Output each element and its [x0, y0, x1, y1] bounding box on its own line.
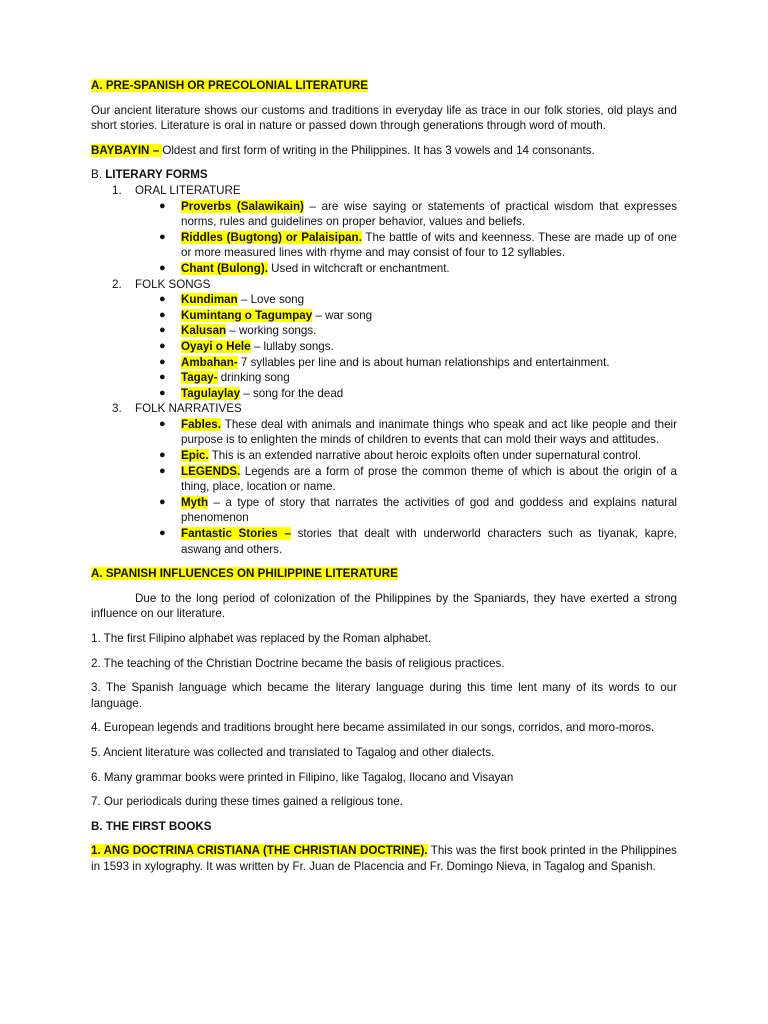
bullet-icon: ●: [159, 417, 166, 430]
list-item: ● Chant (Bulong). Used in witchcraft or enchantment.: [159, 261, 450, 275]
bullet-icon: ●: [159, 464, 166, 477]
literary-forms-list-2: [91, 277, 677, 293]
section-heading-first-books: B. THE FIRST BOOKS: [91, 819, 212, 833]
list-item: 2. FOLK SONGS: [112, 277, 211, 291]
section-heading-spanish: A. SPANISH INFLUENCES ON PHILIPPINE LITERATURE: [91, 567, 398, 581]
list-item: ● Tagulaylay – song for the dead: [159, 386, 344, 400]
list-item: ● Fantastic Stories – stories that dealt with underworld characters such as tiyanak, kapre, aswang and others.: [159, 527, 677, 556]
spanish-point: 4. European legends and traditions brought here became assimilated in our songs, corridos, and moro-moros.: [91, 721, 655, 735]
bullet-icon: ●: [159, 324, 166, 337]
list-item: ● Ambahan- 7 syllables per line and is about human relationships and entertainment.: [159, 355, 610, 369]
section-heading-precolonial: A. PRE-SPANISH OR PRECOLONIAL LITERATURE: [91, 79, 368, 92]
literary-forms-list: [91, 183, 677, 199]
list-item: ● Kalusan – working songs.: [159, 324, 317, 338]
folk-narratives-list: [91, 417, 677, 557]
bullet-icon: ●: [159, 386, 166, 399]
bullet-icon: ●: [159, 371, 166, 384]
list-item: ● Oyayi o Hele – lullaby songs.: [159, 339, 334, 353]
list-item: ● Proverbs (Salawikain) – are wise saying or statements of practical wisdom that expresses norms, rules and guidelines on proper behavior, values and beliefs.: [159, 199, 677, 229]
spanish-point: 6. Many grammar books were printed in Filipino, like Tagalog, Ilocano and Visayan: [91, 770, 514, 784]
list-item: ● Riddles (Bugtong) or Palaisipan. The battle of wits and keenness. These are made up of one or more measured lines with rhyme and may consist of four to 12 syllables.: [159, 230, 677, 260]
bullet-icon: ●: [159, 261, 166, 274]
bullet-icon: ●: [159, 495, 166, 508]
list-item: ● Myth – a type of story that narrates the activities of god and goddess and explains natural phenomenon: [159, 495, 677, 525]
first-book-paragraph: 1. ANG DOCTRINA CRISTIANA (THE CHRISTIAN DOCTRINE). This was the first book printed in the Philippines in 1593 in xylography. It was written by Fr. Juan de Placencia and Fr. Domingo Nieva, in Tagalog and Spanish.: [91, 844, 677, 873]
list-item: ● LEGENDS. Legends are a form of prose the common theme of which is about the origin of a thing, place, location or name.: [159, 464, 677, 494]
bullet-icon: ●: [159, 449, 166, 462]
group-title: ORAL LITERATURE: [135, 183, 241, 197]
literary-forms-list-3: [91, 401, 677, 417]
bullet-icon: ●: [159, 230, 166, 243]
group-title: FOLK NARRATIVES: [135, 402, 242, 416]
folk-songs-list: [91, 292, 677, 401]
precolonial-intro: Our ancient literature shows our customs and traditions in everyday life as trace in our folk stories, old plays and short stories. Literature is oral in nature or passed down through generations through word of mouth.: [91, 103, 677, 133]
bullet-icon: ●: [159, 527, 166, 540]
list-item: ● Epic. This is an extended narrative about heroic exploits often under supernatural control.: [159, 449, 641, 463]
bullet-icon: ●: [159, 293, 166, 306]
list-item: ● Tagay- drinking song: [159, 371, 290, 385]
group-title: FOLK SONGS: [135, 277, 211, 291]
list-item: 3. FOLK NARRATIVES: [112, 402, 242, 416]
spanish-point: 5. Ancient literature was collected and translated to Tagalog and other dialects.: [91, 745, 495, 759]
baybayin-paragraph: BAYBAYIN – Oldest and first form of writing in the Philippines. It has 3 vowels and 14 consonants.: [91, 143, 595, 157]
bullet-icon: ●: [159, 308, 166, 321]
list-item: ● Kundiman – Love song: [159, 293, 305, 307]
document-body: [91, 78, 677, 875]
oral-literature-list: [91, 199, 677, 277]
bullet-icon: ●: [159, 199, 166, 212]
literary-forms-heading: B. LITERARY FORMS: [91, 168, 208, 182]
bullet-icon: ●: [159, 355, 166, 368]
list-item: 1. ORAL LITERATURE: [112, 183, 241, 197]
spanish-point: 2. The teaching of the Christian Doctrine became the basis of religious practices.: [91, 656, 505, 670]
spanish-point: 1. The first Filipino alphabet was replaced by the Roman alphabet.: [91, 632, 432, 645]
list-item: ● Fables. These deal with animals and inanimate things who speak and act like people and their purpose is to enlighten the minds of children to events that can mold their ways and attitudes.: [159, 417, 677, 447]
spanish-intro: Due to the long period of colonization of the Philippines by the Spaniards, they have exerted a strong influence on our literature.: [91, 591, 677, 621]
spanish-point: 3. The Spanish language which became the literary language during this time lent many of its words to our language.: [91, 681, 677, 710]
bullet-icon: ●: [159, 339, 166, 352]
list-item: ● Kumintang o Tagumpay – war song: [159, 308, 373, 322]
spanish-point: 7. Our periodicals during these times gained a religious tone.: [91, 795, 403, 809]
